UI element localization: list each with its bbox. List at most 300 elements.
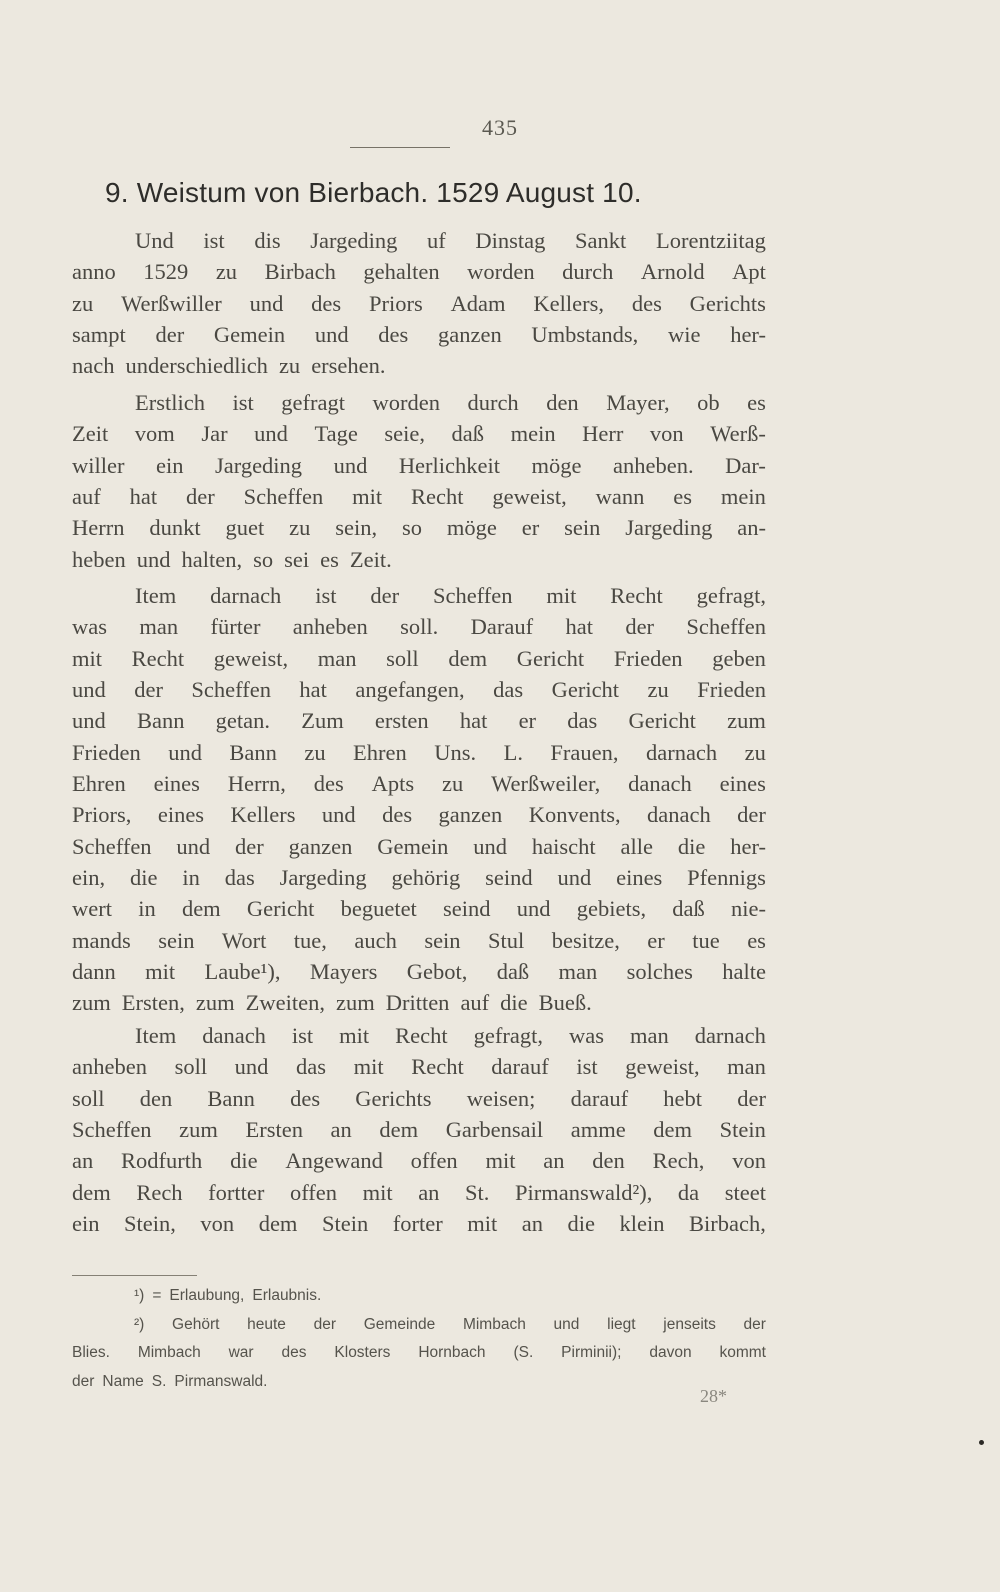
word: eines: [616, 865, 663, 891]
word: Dritten: [385, 990, 450, 1016]
text-line: [72, 225, 766, 256]
word: L.: [503, 739, 523, 765]
word: liegt: [607, 1315, 636, 1333]
word: Umbstands,: [531, 322, 639, 348]
word: halten,: [181, 546, 243, 572]
word: Scheffen: [72, 833, 152, 859]
word: von: [200, 1211, 235, 1237]
word: Herr: [582, 421, 624, 447]
word: dann: [72, 959, 116, 985]
word: dem: [448, 645, 488, 671]
word: der: [134, 677, 163, 703]
word: Recht: [411, 1054, 464, 1080]
word: dis: [254, 228, 281, 253]
text-line: [72, 1051, 766, 1082]
word: ist: [203, 228, 225, 253]
word: das: [567, 708, 598, 734]
word: was: [72, 614, 107, 640]
word: Adam: [450, 290, 506, 316]
word: und: [136, 546, 171, 572]
text-line: [72, 831, 766, 862]
word: ein: [72, 1211, 100, 1237]
word: anheben: [292, 614, 368, 640]
word: Jargeding: [214, 452, 303, 478]
word: des: [631, 290, 662, 316]
word: und: [249, 290, 284, 316]
word: Dar-: [725, 452, 766, 478]
text-line: [72, 925, 766, 956]
text-line: [72, 1145, 766, 1176]
text-line: [72, 1208, 766, 1239]
word: zum: [335, 990, 375, 1016]
word: weisen;: [466, 1085, 536, 1111]
word: Gemein: [377, 833, 449, 859]
word: Gehört: [172, 1315, 220, 1333]
word: seie,: [384, 421, 425, 447]
word: danach: [647, 802, 711, 828]
word: Lorentziitag: [655, 228, 766, 253]
word: Bann: [207, 1085, 255, 1111]
word: des: [382, 802, 413, 828]
word: man: [317, 645, 357, 671]
word: anheben: [72, 1054, 147, 1080]
word: seind: [485, 865, 533, 891]
word: an-: [737, 515, 766, 541]
word: zum: [195, 990, 235, 1016]
word: ersten: [374, 708, 429, 734]
word: ²): [134, 1315, 145, 1333]
word: mit: [352, 484, 383, 510]
word: forter: [392, 1211, 443, 1237]
word: zum: [179, 1117, 218, 1143]
word: (S.: [513, 1344, 534, 1361]
word: so: [253, 546, 274, 572]
word: St.: [465, 1179, 490, 1205]
footnote-rule: [72, 1275, 197, 1276]
word: der: [155, 322, 185, 348]
word: Pirmanswald²),: [514, 1179, 653, 1205]
word: er: [521, 515, 540, 541]
word: haischt: [531, 833, 596, 859]
text-line: [72, 611, 766, 642]
paragraph-1: [72, 225, 766, 382]
text-line: [72, 418, 766, 449]
word: seind: [443, 896, 491, 922]
word: Apts: [371, 771, 415, 797]
word: auf: [460, 990, 490, 1016]
word: dem: [379, 1117, 419, 1143]
word: ein,: [72, 865, 106, 891]
word: Apt: [732, 259, 766, 285]
word: Und: [135, 228, 174, 253]
word: sampt: [72, 322, 126, 348]
word: Gerichts: [355, 1085, 432, 1111]
ink-speck: [979, 1440, 984, 1445]
word: Scheffen: [432, 583, 513, 608]
word: des: [281, 1344, 307, 1361]
word: tue: [692, 927, 720, 953]
word: Bueß.: [538, 990, 592, 1016]
footnote-line: [72, 1339, 766, 1368]
word: soll: [174, 1054, 208, 1080]
word: von: [732, 1148, 766, 1174]
word: Hornbach: [418, 1344, 486, 1361]
word: anheben.: [613, 452, 694, 478]
word: eines: [157, 802, 205, 828]
word: getan.: [215, 708, 271, 734]
text-line: [72, 705, 766, 736]
text-line: [72, 1177, 766, 1208]
word: ganzen: [438, 802, 503, 828]
word: geweist,: [492, 484, 567, 510]
word: Gerichts: [689, 290, 766, 316]
word: Kellers: [230, 802, 296, 828]
word: zum: [72, 990, 111, 1016]
word: Arnold: [640, 259, 705, 285]
text-line: [72, 1114, 766, 1145]
word: nach: [72, 353, 115, 379]
word: Darauf: [470, 614, 534, 640]
word: Konvents,: [528, 802, 621, 828]
text-line: [72, 481, 766, 512]
word: sein: [424, 927, 461, 953]
word: der: [72, 1372, 95, 1390]
word: an: [330, 1117, 352, 1143]
word: ganzen: [437, 322, 502, 348]
word: Bann: [136, 708, 185, 734]
word: Frieden: [613, 645, 683, 671]
text-line: [72, 737, 766, 768]
word: beguetet: [340, 896, 417, 922]
word: es: [747, 390, 766, 415]
word: Pirminii);: [561, 1344, 622, 1361]
word: daß: [451, 421, 485, 447]
word: nie-: [731, 896, 766, 922]
word: tue,: [293, 927, 327, 953]
word: auf: [72, 484, 101, 510]
text-line: [72, 862, 766, 893]
word: Gemein: [213, 322, 286, 348]
section-heading: 9. Weistum von Bierbach. 1529 August 10.: [105, 177, 642, 208]
word: Stein: [719, 1117, 766, 1143]
footnote-line: [72, 1282, 766, 1311]
word: des: [313, 771, 344, 797]
word: mein: [720, 484, 766, 510]
word: willer: [72, 452, 125, 478]
word: Frieden: [697, 677, 766, 703]
word: und: [516, 896, 551, 922]
word: das: [493, 677, 524, 703]
word: Birbach,: [689, 1211, 766, 1237]
word: und: [321, 802, 356, 828]
word: Kellers,: [533, 290, 604, 316]
word: daß: [496, 959, 530, 985]
word: Erlaubung,: [169, 1287, 245, 1304]
word: hat: [299, 677, 327, 703]
word: Gebot,: [406, 959, 468, 985]
word: und: [473, 833, 508, 859]
word: zu: [72, 290, 94, 316]
word: des: [378, 322, 409, 348]
word: Recht: [131, 645, 185, 671]
word: es: [747, 927, 766, 953]
word: er: [647, 927, 665, 953]
word: möge: [446, 515, 497, 541]
signature-mark: 28*: [700, 1386, 727, 1406]
word: Scheffen: [191, 677, 271, 703]
word: an: [521, 1211, 543, 1237]
word: danach: [202, 1023, 266, 1048]
word: man: [727, 1054, 766, 1080]
word: an: [72, 1148, 94, 1174]
word: von: [649, 421, 684, 447]
word: S.: [151, 1372, 167, 1390]
word: der: [737, 802, 766, 828]
word: Zeit.: [349, 546, 392, 572]
word: gehörig: [391, 865, 461, 891]
word: wie: [667, 322, 701, 348]
word: dem: [72, 1179, 111, 1205]
word: den: [592, 1148, 625, 1174]
word: anno: [72, 259, 116, 285]
word: guet: [225, 515, 265, 541]
word: in: [138, 896, 156, 922]
word: an: [543, 1148, 565, 1174]
word: zu: [441, 771, 464, 797]
word: der: [625, 614, 655, 640]
word: so: [402, 515, 423, 541]
word: Priors,: [72, 802, 132, 828]
word: Frieden: [72, 739, 141, 765]
word: und: [176, 833, 211, 859]
word: hebt: [663, 1085, 703, 1111]
word: Pfennigs: [687, 865, 766, 891]
text-line: [72, 893, 766, 924]
text-line: [72, 512, 766, 543]
word: mit: [339, 1023, 370, 1048]
word: besitze,: [551, 927, 620, 953]
page-number-rule: [350, 147, 450, 148]
word: heben: [72, 546, 126, 572]
word: jenseits: [663, 1315, 716, 1333]
word: Jargeding: [279, 865, 367, 891]
word: daß: [672, 896, 705, 922]
word: die: [567, 1211, 596, 1237]
word: die: [230, 1148, 258, 1174]
paragraph-3: [72, 580, 766, 1019]
text-line: [72, 319, 766, 350]
word: gebiets,: [576, 896, 647, 922]
word: das: [296, 1054, 327, 1080]
word: geben: [712, 645, 766, 671]
text-line: [72, 987, 766, 1018]
word: Herlichkeit: [398, 452, 501, 478]
word: Pirmanswald.: [174, 1372, 268, 1390]
word: und: [72, 708, 106, 734]
word: ist: [315, 583, 337, 608]
word: sein: [158, 927, 195, 953]
word: der: [370, 583, 400, 608]
word: ob: [697, 390, 720, 415]
word: Ersten: [245, 1117, 303, 1143]
paragraph-2: [72, 387, 766, 575]
word: mands: [72, 927, 131, 953]
word: offen: [410, 1148, 458, 1174]
word: Dinstag: [475, 228, 546, 253]
word: wert: [72, 896, 112, 922]
word: die: [129, 865, 158, 891]
word: Angewand: [285, 1148, 383, 1174]
word: zu: [278, 353, 301, 379]
word: ganzen: [288, 833, 353, 859]
word: Gericht: [628, 708, 696, 734]
word: er: [518, 708, 537, 734]
word: Erlaubnis.: [252, 1287, 322, 1304]
word: Klosters: [334, 1344, 391, 1361]
word: dem: [653, 1117, 693, 1143]
text-line: [72, 768, 766, 799]
word: Jargeding: [310, 228, 398, 253]
word: Frauen,: [550, 739, 619, 765]
word: Bann: [229, 739, 277, 765]
word: darnach: [694, 1023, 766, 1048]
footnote-line: [72, 1368, 766, 1397]
word: sein: [564, 515, 601, 541]
word: darauf: [570, 1085, 629, 1111]
word: eines: [719, 771, 766, 797]
word: Erstlich: [135, 390, 205, 415]
word: Werßwiller: [121, 290, 222, 316]
word: und: [254, 421, 288, 447]
word: amme: [570, 1117, 626, 1143]
word: dunkt: [149, 515, 201, 541]
word: angefangen,: [355, 677, 465, 703]
word: halte: [722, 959, 766, 985]
text-line: [72, 799, 766, 830]
word: auch: [354, 927, 397, 953]
word: mit: [467, 1211, 498, 1237]
word: vom: [134, 421, 175, 447]
word: darnach: [645, 739, 718, 765]
word: sei: [284, 546, 310, 572]
word: Recht: [411, 484, 464, 510]
word: des: [311, 290, 342, 316]
word: Gericht: [516, 645, 585, 671]
word: Ehren: [353, 739, 407, 765]
word: und: [333, 452, 368, 478]
word: möge: [531, 452, 582, 478]
word: das: [224, 865, 255, 891]
word: ist: [576, 1054, 598, 1080]
word: der: [737, 1085, 766, 1111]
word: Wort: [221, 927, 267, 953]
word: durch: [562, 259, 614, 285]
word: man: [139, 614, 179, 640]
word: sein,: [335, 515, 378, 541]
word: worden: [372, 390, 440, 415]
word: zu: [304, 739, 326, 765]
word: Mimbach: [137, 1344, 201, 1361]
word: Scheffen: [686, 614, 766, 640]
word: in: [182, 865, 200, 891]
word: darnach: [210, 583, 282, 608]
word: mit: [353, 1054, 384, 1080]
word: des: [290, 1085, 321, 1111]
word: gefragt,: [696, 583, 766, 608]
word: der: [743, 1315, 766, 1333]
word: Zweiten,: [245, 990, 325, 1016]
paragraph-4: [72, 1020, 766, 1239]
text-line: [72, 350, 766, 381]
word: Recht: [395, 1023, 448, 1048]
word: Name: [102, 1372, 144, 1390]
word: dem: [181, 896, 221, 922]
word: her-: [730, 833, 766, 859]
word: kommt: [719, 1344, 766, 1361]
word: soll: [386, 645, 419, 671]
word: ersehen.: [311, 353, 386, 379]
word: und: [168, 739, 202, 765]
word: und: [234, 1054, 269, 1080]
word: Stein,: [124, 1211, 176, 1237]
word: zu: [289, 515, 311, 541]
word: hat: [459, 708, 488, 734]
word: alle: [620, 833, 653, 859]
word: Scheffen: [72, 1117, 152, 1143]
word: Garbensail: [445, 1117, 544, 1143]
word: ist: [232, 390, 254, 415]
text-line: [72, 387, 766, 418]
word: darauf: [491, 1054, 549, 1080]
word: worden: [467, 259, 535, 285]
word: ein: [155, 452, 184, 478]
word: Stein: [321, 1211, 369, 1237]
word: hat: [129, 484, 158, 510]
word: Herrn: [72, 515, 125, 541]
text-line: [72, 450, 766, 481]
word: uf: [426, 228, 446, 253]
text-line: [72, 580, 766, 611]
word: Scheffen: [243, 484, 324, 510]
word: Gemeinde: [363, 1315, 436, 1333]
word: durch: [467, 390, 519, 415]
word: Herrn,: [227, 771, 286, 797]
word: davon: [649, 1344, 692, 1361]
word: Gericht: [551, 677, 620, 703]
word: Rech,: [652, 1148, 705, 1174]
word: Priors: [368, 290, 423, 316]
word: gefragt: [281, 390, 345, 415]
word: Tage: [314, 421, 358, 447]
word: Recht: [610, 583, 663, 608]
word: danach: [628, 771, 692, 797]
word: dem: [258, 1211, 298, 1237]
word: Mayer,: [606, 390, 670, 415]
word: steet: [724, 1179, 766, 1205]
text-line: [72, 956, 766, 987]
word: Blies.: [72, 1344, 110, 1361]
word: man: [629, 1023, 669, 1048]
word: gehalten: [363, 259, 440, 285]
word: eines: [153, 771, 200, 797]
word: Ersten,: [121, 990, 185, 1016]
text-line: [72, 544, 766, 575]
word: offen: [289, 1179, 338, 1205]
word: die: [500, 990, 528, 1016]
word: Werßweiler,: [491, 771, 601, 797]
word: Sankt: [575, 228, 627, 253]
word: Birbach: [264, 259, 336, 285]
